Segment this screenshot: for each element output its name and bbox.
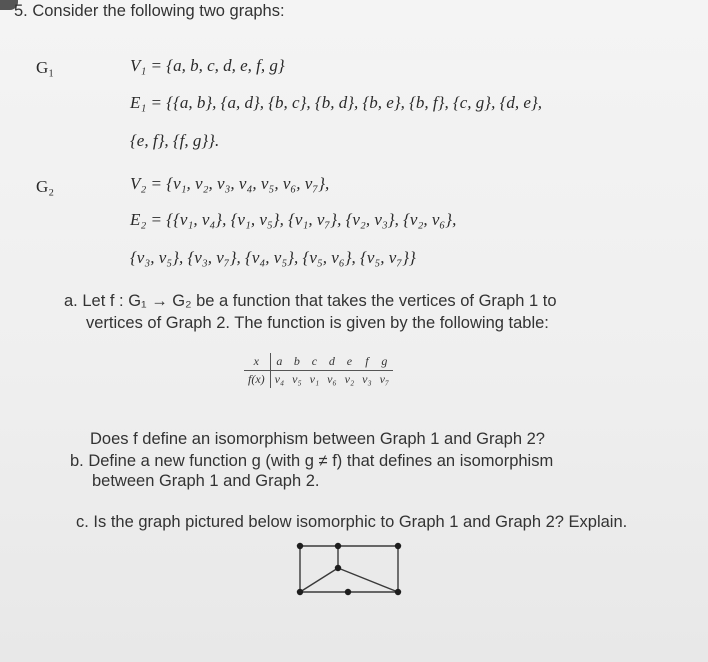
table-cell-fx: v₃ (362, 372, 372, 386)
part-a-question: Does f define an isomorphism between Graph 1 and Graph 2? (90, 430, 545, 448)
graph-figure (290, 540, 420, 605)
function-table (244, 353, 393, 388)
graph-edge (338, 568, 398, 592)
table-cell-fx: v₅ (292, 372, 302, 386)
graph-vertex (395, 543, 401, 549)
table-cell-fx: v₆ (327, 372, 337, 386)
table-cell-x: a (270, 353, 288, 371)
graph1-vertex-set: V₁ = {a, b, c, d, e, f, g} (130, 56, 285, 75)
graph1-edge-set-line2: {e, f}, {f, g}}. (130, 131, 220, 150)
part-a-line1: a. Let f : G₁ → G₂ be a function that takes the vertices of Graph 1 to (64, 292, 557, 310)
table-cell-fx: v₂ (344, 372, 355, 386)
graph2-edge-set-line2: {v₃, v₅}, {v₃, v₇}, {v₄, v₅}, {v₅, v₆}, {v₅, v₇}} (130, 248, 416, 267)
graph-edge (300, 568, 338, 592)
table-cell-fx: v₁ (309, 372, 320, 386)
graph-vertex (335, 543, 341, 549)
graph-vertex (345, 589, 351, 595)
table-cell-x: e (341, 353, 359, 371)
graph2-vertex-set: V₂ = {v₁, v₂, v₃, v₄, v₅, v₆, v₇}, (130, 174, 330, 193)
part-a-line2: vertices of Graph 2. The function is given by the following table: (86, 314, 549, 332)
graph-vertex (395, 589, 401, 595)
graph1-label: G₁ (36, 58, 55, 77)
table-cell-x: f (358, 353, 376, 371)
graph-vertex (297, 589, 303, 595)
graph2-edge-set-line1: E₂ = {{v₁, v₄}, {v₁, v₅}, {v₁, v₇}, {v₂, v₃}, {v₂, v₆}, (130, 210, 457, 229)
table-cell-fx: v₄ (274, 372, 285, 386)
graph2-label: G₂ (36, 177, 55, 196)
part-b-line2: between Graph 1 and Graph 2. (92, 472, 320, 490)
part-b-line1: b. Define a new function g (with g ≠ f) that defines an isomorphism (70, 452, 554, 470)
graph-vertex (297, 543, 303, 549)
graph1-edge-set-line1: E₁ = {{a, b}, {a, d}, {b, c}, {b, d}, {b, e}, {b, f}, {c, g}, {d, e}, (130, 93, 542, 112)
table-header-fx: f(x) (244, 371, 270, 389)
table-cell-x: c (306, 353, 324, 371)
table-cell-x: g (376, 353, 394, 371)
table-cell-x: b (288, 353, 306, 371)
question-heading: 5. Consider the following two graphs: (14, 2, 285, 20)
table-cell-x: d (323, 353, 341, 371)
table-header-x: x (244, 353, 270, 371)
graph-vertex (335, 565, 341, 571)
part-c-line1: c. Is the graph pictured below isomorphic to Graph 1 and Graph 2? Explain. (76, 513, 628, 531)
table-cell-fx: v₇ (379, 372, 390, 386)
